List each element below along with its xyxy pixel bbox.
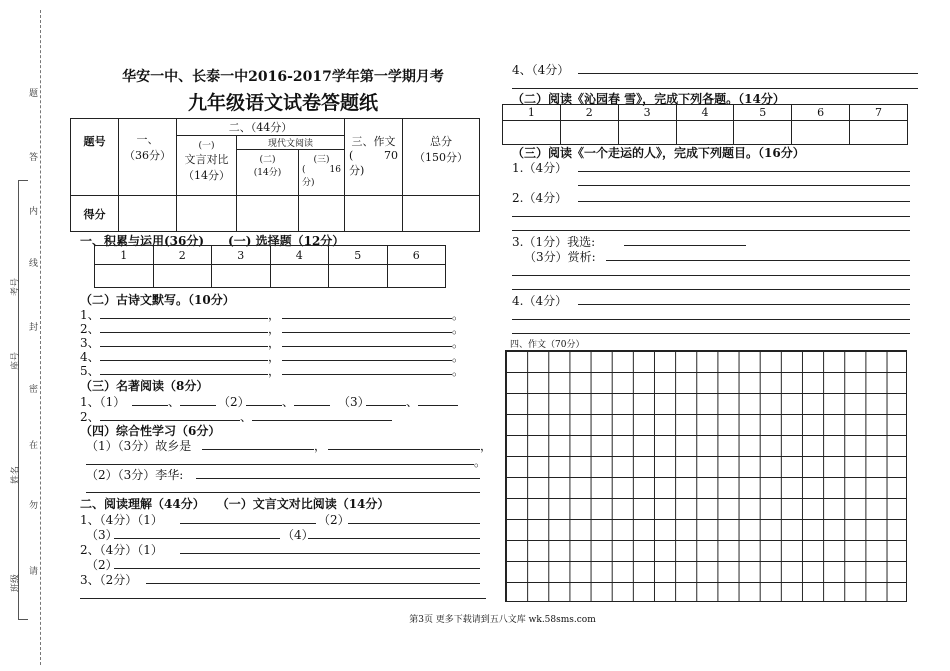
poem-q-number: 3 xyxy=(618,105,676,121)
classic-sep: 、 xyxy=(168,395,181,409)
classic-answer-line[interactable] xyxy=(132,405,168,406)
poem-answer-line[interactable] xyxy=(100,332,268,333)
story-q1-label: 1.（4分） xyxy=(512,161,568,175)
story-q2-label: 2.（4分） xyxy=(512,191,568,205)
score-cell-total[interactable] xyxy=(403,196,480,232)
story-q3-label: 3.（1分）我选: xyxy=(512,235,596,249)
side-char-8: 勿 xyxy=(27,500,37,509)
section2-heading: 二、阅读理解（44分） （一）文言文对比阅读（14分） xyxy=(80,497,390,511)
sub2-label: (二) xyxy=(259,155,276,165)
poem-period: 。 xyxy=(452,350,465,364)
story-answer-line[interactable] xyxy=(512,275,910,276)
score-cell-sub1[interactable] xyxy=(177,196,237,232)
side-char-1: 题 xyxy=(27,88,37,97)
classic-answer-line[interactable] xyxy=(418,405,458,406)
poem-period: 。 xyxy=(452,308,465,322)
choice-number: 1 xyxy=(95,246,154,265)
classic-q1-2-label: （2） xyxy=(218,395,250,409)
essay-heading: 四、作文（70分） xyxy=(510,340,585,350)
choice-number: 2 xyxy=(153,246,212,265)
story-q4-label: 4.（4分） xyxy=(512,294,568,308)
r-answer-line[interactable] xyxy=(512,88,918,89)
choice-number: 3 xyxy=(212,246,271,265)
side-field-seat-number: 座号 xyxy=(11,351,21,370)
s2-answer-line[interactable] xyxy=(180,553,480,554)
side-char-3: 内 xyxy=(27,206,37,215)
poem-q-number: 6 xyxy=(792,105,850,121)
story-answer-line[interactable] xyxy=(512,289,910,290)
comp-period: 。 xyxy=(474,455,487,469)
poem-q-number: 4 xyxy=(676,105,734,121)
poem-answer-table xyxy=(502,104,908,145)
side-char-2: 答 xyxy=(27,152,37,161)
choice-number: 6 xyxy=(387,246,446,265)
classic-q1-label: 1、（1） xyxy=(80,395,126,409)
choice-number: 4 xyxy=(270,246,329,265)
poem-answer-line[interactable] xyxy=(282,346,452,347)
sub1-label: (一) xyxy=(198,141,215,151)
essay-writing-grid[interactable] xyxy=(505,350,907,602)
sub3-label: (三) xyxy=(313,155,330,165)
classic-answer-line[interactable] xyxy=(252,420,392,421)
sub3-unit: 分) xyxy=(302,178,315,188)
score-header-part2: 二、（44分） xyxy=(177,119,345,136)
binding-bracket xyxy=(18,180,28,620)
choice-number: 5 xyxy=(329,246,388,265)
comp-answer-line[interactable] xyxy=(202,449,314,450)
sub3-number: 16 xyxy=(329,165,341,175)
choice-answer-table xyxy=(94,245,446,288)
story-reading-heading: （三）阅读《一个走运的人》，完成下列题目。（16分） xyxy=(512,146,805,160)
story-answer-line[interactable] xyxy=(624,245,746,246)
classic-sep: 、 xyxy=(240,410,253,424)
poem-item-label: 4、 xyxy=(80,350,100,364)
poem-answer-line[interactable] xyxy=(100,374,268,375)
poem-comma: ， xyxy=(268,364,281,378)
poem-period: 。 xyxy=(452,336,465,350)
poem-comma: ， xyxy=(268,350,281,364)
score-row-label: 得分 xyxy=(71,196,119,232)
poem-item-label: 1、 xyxy=(80,308,100,322)
total-label: 总分 xyxy=(430,135,452,148)
poem-q-number: 5 xyxy=(734,105,792,121)
score-table xyxy=(70,118,480,232)
poem-period: 。 xyxy=(452,364,465,378)
score-header-part1 xyxy=(119,119,177,196)
poem-q-number: 7 xyxy=(850,105,908,121)
side-field-exam-number: 考号 xyxy=(11,277,21,296)
comprehensive-heading: （四）综合性学习（6分） xyxy=(80,424,221,438)
s2-answer-line[interactable] xyxy=(348,523,480,524)
classic-q2-label: 2、 xyxy=(80,410,100,424)
comp-comma: ， xyxy=(480,439,493,453)
part3-unit: 分) xyxy=(349,164,365,177)
poem-answer-line[interactable] xyxy=(100,318,268,319)
part1-score: （36分） xyxy=(124,149,171,162)
story-answer-line[interactable] xyxy=(512,333,910,334)
s2-answer-line[interactable] xyxy=(146,583,480,584)
poem-answer-cell[interactable] xyxy=(560,121,618,145)
classic-q1-3-label: （3） xyxy=(338,395,370,409)
sub2-score: (14分) xyxy=(253,168,282,178)
poem-answer-cell[interactable] xyxy=(676,121,734,145)
comp-answer-line[interactable] xyxy=(86,492,480,493)
poem-q-number: 2 xyxy=(560,105,618,121)
poem-comma: ， xyxy=(268,322,281,336)
s2-answer-line[interactable] xyxy=(308,538,480,539)
part3-paren: ( xyxy=(349,149,354,162)
s2-answer-line[interactable] xyxy=(114,538,280,539)
poem-comma: ， xyxy=(268,308,281,322)
s2-q1-label: 1、（4分）（1） xyxy=(80,513,163,527)
poem-answer-line[interactable] xyxy=(100,360,268,361)
sub3-paren: ( xyxy=(302,165,306,175)
s2-q1-4-label: （4） xyxy=(282,528,314,542)
comp-q2-label: （2）（3分）李华: xyxy=(86,468,184,482)
choice-answer-cell[interactable] xyxy=(212,265,271,288)
choice-answer-cell[interactable] xyxy=(153,265,212,288)
s2-q2-2-label: （2） xyxy=(86,558,118,572)
poem-answer-line[interactable] xyxy=(282,374,452,375)
side-field-name: 姓名 xyxy=(11,465,21,484)
s2-answer-line[interactable] xyxy=(114,568,480,569)
score-cell-sub2[interactable] xyxy=(237,196,299,232)
poem-q-number: 1 xyxy=(503,105,561,121)
side-char-9: 请 xyxy=(27,566,37,575)
story-answer-line[interactable] xyxy=(578,304,910,305)
poem-item-label: 2、 xyxy=(80,322,100,336)
score-header-total xyxy=(403,119,480,196)
s2-answer-line[interactable] xyxy=(180,523,316,524)
poem-recite-heading: （二）古诗文默写。（10分） xyxy=(80,293,235,307)
binding-dashed-line xyxy=(40,10,41,665)
poem-reading-heading: （二）阅读《沁园春 雪》，完成下列各题。（14分） xyxy=(512,92,785,106)
classic-answer-line[interactable] xyxy=(366,405,406,406)
score-header-modern: 现代文阅读 xyxy=(237,136,345,150)
classic-sep: 、 xyxy=(282,395,295,409)
poem-answer-line[interactable] xyxy=(100,346,268,347)
score-header-sub3 xyxy=(299,150,345,196)
story-answer-line[interactable] xyxy=(578,185,910,186)
choice-answer-cell[interactable] xyxy=(387,265,446,288)
score-header-part3 xyxy=(345,119,403,196)
story-answer-line[interactable] xyxy=(578,201,910,202)
poem-item-label: 3、 xyxy=(80,336,100,350)
s2-q2-label: 2、（4分）（1） xyxy=(80,543,163,557)
poem-period: 。 xyxy=(452,322,465,336)
story-q3b-label: （3分）赏析: xyxy=(524,250,596,264)
choice-answer-cell[interactable] xyxy=(95,265,154,288)
poem-answer-cell[interactable] xyxy=(792,121,850,145)
score-header-sub1 xyxy=(177,136,237,196)
s2-q3-label: 3、（2分） xyxy=(80,573,138,587)
s2-answer-line[interactable] xyxy=(80,598,486,599)
poem-item-label: 5、 xyxy=(80,364,100,378)
score-cell-part3[interactable] xyxy=(345,196,403,232)
story-answer-line[interactable] xyxy=(578,171,910,172)
classic-answer-line[interactable] xyxy=(180,405,216,406)
part1-label: 一、 xyxy=(136,133,159,146)
side-char-4: 线 xyxy=(27,258,37,267)
r-answer-line[interactable] xyxy=(578,73,918,74)
total-score: （150分） xyxy=(414,151,468,164)
choice-answer-cell[interactable] xyxy=(329,265,388,288)
sub1-score: （14分） xyxy=(183,169,230,182)
side-char-5: 封 xyxy=(27,322,37,331)
classic-answer-line[interactable] xyxy=(100,420,240,421)
section1-heading: 一、积累与运用(36分) (一) 选择题（12分） xyxy=(80,234,345,248)
poem-answer-cell[interactable] xyxy=(850,121,908,145)
score-header-question: 题号 xyxy=(71,119,119,196)
poem-answer-line[interactable] xyxy=(282,332,452,333)
school-title: 华安一中、长泰一中2016-2017学年第一学期月考 xyxy=(122,69,444,85)
side-char-7: 在 xyxy=(27,440,37,449)
comp-comma: ， xyxy=(314,439,327,453)
classic-answer-line[interactable] xyxy=(246,405,282,406)
poem-comma: ， xyxy=(268,336,281,350)
classic-sep: 、 xyxy=(406,395,419,409)
page-footer: 第3页 更多下载请到五八文库 wk.58sms.com xyxy=(409,615,596,625)
classic-answer-line[interactable] xyxy=(294,405,330,406)
score-header-sub2 xyxy=(237,150,299,196)
s2-q1-3-label: （3） xyxy=(86,528,118,542)
story-answer-line[interactable] xyxy=(512,319,910,320)
poem-answer-cell[interactable] xyxy=(618,121,676,145)
comp-answer-line[interactable] xyxy=(86,464,474,465)
story-answer-line[interactable] xyxy=(512,230,910,231)
comp-q1-label: （1）（3分）故乡是 xyxy=(86,439,192,453)
comp-answer-line[interactable] xyxy=(328,449,480,450)
poem-answer-line[interactable] xyxy=(282,318,452,319)
part3-label: 三、作文 xyxy=(351,135,396,148)
s2-q1-2-label: （2） xyxy=(318,513,350,527)
part3-number: 70 xyxy=(384,149,398,162)
story-answer-line[interactable] xyxy=(606,260,910,261)
poem-answer-cell[interactable] xyxy=(503,121,561,145)
score-cell-part1[interactable] xyxy=(119,196,177,232)
poem-answer-line[interactable] xyxy=(282,360,452,361)
sub1-name: 文言对比 xyxy=(184,153,229,166)
classic-reading-heading: （三）名著阅读（8分） xyxy=(80,379,209,393)
side-char-6: 密 xyxy=(27,384,37,393)
poem-answer-cell[interactable] xyxy=(734,121,792,145)
score-cell-sub3[interactable] xyxy=(299,196,345,232)
story-answer-line[interactable] xyxy=(512,216,910,217)
r-q4-label: 4、（4分） xyxy=(512,63,570,77)
exam-title: 九年级语文试卷答题纸 xyxy=(187,92,378,114)
comp-answer-line[interactable] xyxy=(196,478,480,479)
choice-answer-cell[interactable] xyxy=(270,265,329,288)
side-field-class: 班级 xyxy=(11,573,21,592)
